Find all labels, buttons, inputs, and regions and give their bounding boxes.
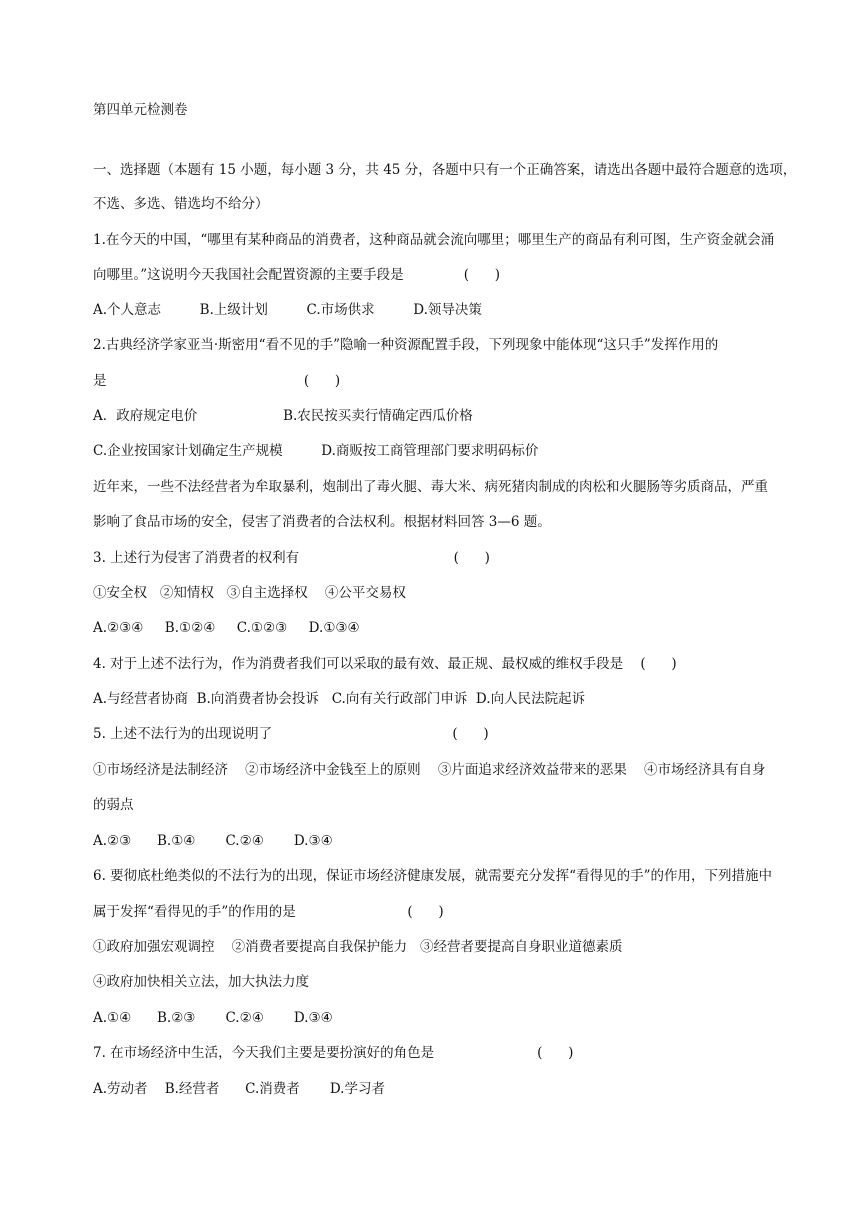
- question-2-stem-line-2: 是 ( ): [93, 373, 341, 389]
- question-3-options: A.②③④ B.①②④ C.①②③ D.①③④: [93, 620, 360, 636]
- question-6-stem-line-2: 属于发挥“看得见的手”的作用的是 ( ): [93, 904, 444, 920]
- document-title: 第四单元检测卷: [93, 102, 188, 118]
- question-3-stem: 3. 上述行为侵害了消费者的权利有 ( ): [93, 550, 490, 566]
- question-5-items-line-2: 的弱点: [93, 797, 134, 813]
- question-3-items: ①安全权 ②知情权 ③自主选择权 ④公平交易权: [93, 585, 406, 601]
- question-4-options: A.与经营者协商 B.向消费者协会投诉 C.向有关行政部门申诉 D.向人民法院起诉: [93, 691, 586, 707]
- question-5-stem: 5. 上述不法行为的出现说明了 ( ): [93, 726, 489, 742]
- question-6-items-line-1: ①政府加强宏观调控 ②消费者要提高自我保护能力 ③经营者要提高自身职业道德素质: [93, 939, 623, 955]
- question-2-stem-line-1: 2.古典经济学家亚当·斯密用“看不见的手”隐喻一种资源配置手段，下列现象中能体现“这只手”发挥作用的: [93, 337, 719, 353]
- question-5-options: A.②③ B.①④ C.②④ D.③④: [93, 833, 333, 849]
- question-2-options-line-1: A．政府规定电价 B.农民按买卖行情确定西瓜价格: [93, 408, 473, 424]
- question-6-stem-line-1: 6. 要彻底杜绝类似的不法行为的出现，保证市场经济健康发展，就需要充分发挥“看得见的手”的作用，下列措施中: [93, 868, 772, 884]
- section-intro-line-2: 不选、多选、错选均不给分）: [93, 196, 269, 212]
- question-5-items-line-1: ①市场经济是法制经济 ②市场经济中金钱至上的原则 ③片面追求经济效益带来的恶果 ④市场经济具有自身: [93, 762, 766, 778]
- question-2-options-line-2: C.企业按国家计划确定生产规模 D.商贩按工商管理部门要求明码标价: [93, 443, 539, 459]
- question-6-options: A.①④ B.②③ C.②④ D.③④: [93, 1010, 333, 1026]
- question-6-items-line-2: ④政府加快相关立法，加大执法力度: [93, 974, 309, 990]
- material-line-2: 影响了食品市场的安全，侵害了消费者的合法权利。根据材料回答 3—6 题。: [93, 514, 551, 530]
- material-line-1: 近年来，一些不法经营者为牟取暴利，炮制出了毒火腿、毒大米、病死猪肉制成的肉松和火腿肠等劣质商品，严重: [93, 479, 768, 495]
- question-1-options: A.个人意志 B.上级计划 C.市场供求 D.领导决策: [93, 302, 482, 318]
- question-7-stem: 7. 在市场经济中生活，今天我们主要是要扮演好的角色是 ( ): [93, 1045, 574, 1061]
- question-4-stem: 4. 对于上述不法行为，作为消费者我们可以采取的最有效、最正规、最权威的维权手段是 ( ): [93, 656, 677, 672]
- section-intro-line-1: 一、选择题（本题有 15 小题，每小题 3 分，共 45 分，各题中只有一个正确答案，请选出各题中最符合题意的选项，: [93, 162, 797, 178]
- question-7-options: A.劳动者 B.经营者 C.消费者 D.学习者: [93, 1081, 385, 1097]
- question-1-stem-line-1: 1.在今天的中国，“哪里有某种商品的消费者，这种商品就会流向哪里；哪里生产的商品有利可图，生产资金就会涌: [93, 232, 775, 248]
- question-1-stem-line-2: 向哪里。”这说明今天我国社会配置资源的主要手段是 ( ): [93, 267, 501, 283]
